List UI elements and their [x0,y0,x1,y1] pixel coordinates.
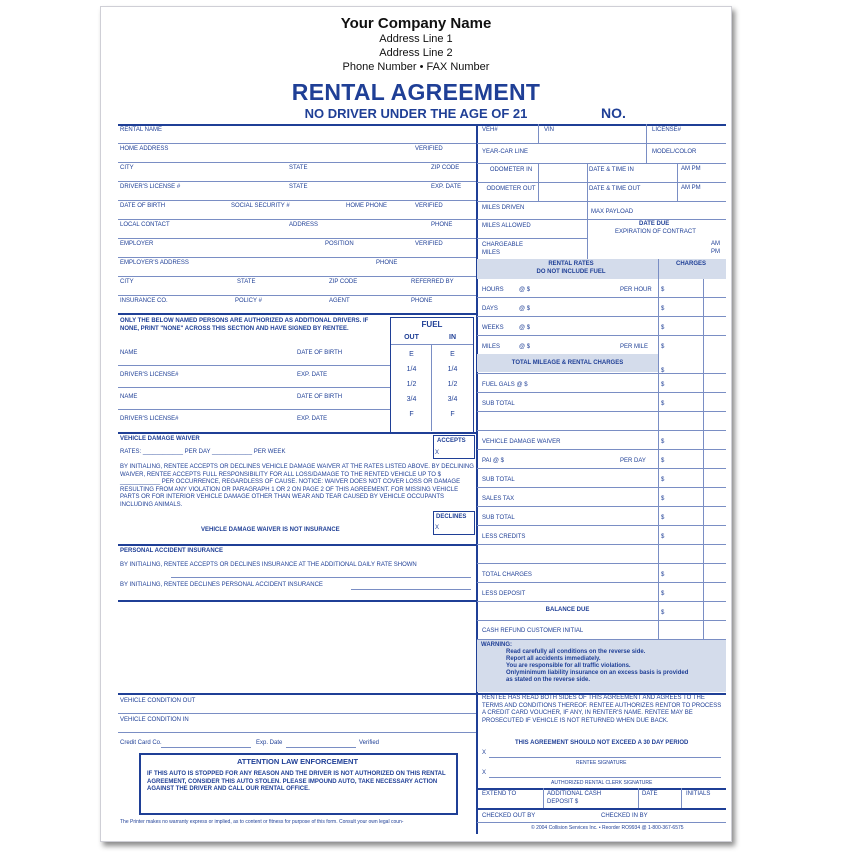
pai-title: PERSONAL ACCIDENT INSURANCE [120,548,224,554]
less-credits-dollar: $ [661,534,665,540]
am-pm-due: AM PM [711,241,720,255]
printer-disclaimer: The Printer makes no warranty express or implied, as to content or fitness for purpose of this form. Consult your own legal coun- [120,819,404,825]
rentee-signature-label: RENTEE SIGNATURE [576,760,627,766]
initials-label: INITIALS [686,791,711,797]
vdw-charge-label: VEHICLE DAMAGE WAIVER [482,439,561,445]
name-label: NAME [120,350,138,356]
row-line [477,544,726,545]
date-of-birth-label: DATE OF BIRTH [120,203,166,209]
row-line [118,732,476,733]
row-line [477,143,726,144]
agreement-number-label: NO. [601,105,626,121]
row-line [477,525,726,526]
state-label: STATE [289,165,308,171]
hours-at: @ $ [519,287,531,293]
extend-to-label: EXTEND TO [482,791,517,797]
accepts-label: ACCEPTS [437,438,466,444]
row-line [118,409,418,410]
model-color-label: MODEL/COLOR [652,149,697,155]
fuel-title: FUEL [421,320,443,329]
less-deposit-label: LESS DEPOSIT [482,591,526,597]
total-charges-dollar: $ [661,572,665,578]
position-label: POSITION [325,241,354,247]
cents-divider [703,279,704,639]
cell-divider [587,201,588,259]
row-line [477,219,587,220]
max-payload-label: MAX PAYLOAD [591,209,634,215]
phone-label: PHONE [431,222,453,228]
top-rule [118,124,726,126]
balance-due-label: BALANCE DUE [545,607,590,613]
am-pm-in: AM PM [681,166,701,172]
sub-total-label: SUB TOTAL [482,401,515,407]
row-line [477,601,726,602]
card-verified-label: Verified [359,740,380,746]
hours-label: HOURS [482,287,504,293]
vdw-title: VEHICLE DAMAGE WAIVER [120,436,200,442]
company-name: Your Company Name [340,15,492,32]
fuel-in-half: 1/2 [447,381,458,388]
fuel-gals-label: FUEL GALS @ $ [482,382,528,388]
social-security-label: SOCIAL SECURITY # [231,203,290,209]
fuel-rule [391,344,473,345]
row-line [477,163,726,164]
row-line [351,589,471,590]
declines-label: DECLINES [436,514,467,520]
card-exp-date-label: Exp. Date [256,740,283,746]
warning-line-1: Read carefully all conditions on the reverse side. [506,649,646,655]
per-day-label: PER DAY [620,458,646,464]
local-contact-label: LOCAL CONTACT [120,222,170,228]
name-label-2: NAME [120,394,138,400]
row-line [477,468,726,469]
state-label-2: STATE [289,184,308,190]
sub-total-dollar: $ [661,401,665,407]
verified-label-2: VERIFIED [415,203,443,209]
rental-agreement-form [100,6,732,842]
cell-divider [543,788,544,808]
fuel-in-f: F [450,411,455,418]
vdw-not-insurance: VEHICLE DAMAGE WAIVER IS NOT INSURANCE [201,527,340,533]
miles-allowed-label: MILES ALLOWED [482,223,531,229]
warning-line-5: as stated on the reverse side. [506,677,591,683]
fuel-out-three-quarter: 3/4 [406,396,417,403]
row-line [171,577,471,578]
additional-deposit-label: ADDITIONAL CASH DEPOSIT $ [547,791,602,805]
less-credits-label: LESS CREDITS [482,534,526,540]
days-at: @ $ [519,306,531,312]
cell-divider [638,788,639,808]
row-line [118,181,476,182]
declines-x: X [435,525,440,531]
miles-driven-label: MILES DRIVEN [482,205,525,211]
home-phone-label: HOME PHONE [346,203,388,209]
warning-line-3: You are responsible for all traffic violations. [506,663,631,669]
date-due-label: DATE DUE [639,221,670,227]
row-line [118,276,476,277]
row-line [118,387,418,388]
charges-title: CHARGES [676,261,707,267]
form-title: RENTAL AGREEMENT [291,79,541,105]
sub-total-dollar-2: $ [661,477,665,483]
year-car-line-label: YEAR-CAR LINE [482,149,529,155]
center-divider [476,124,478,834]
sub-total-label-3: SUB TOTAL [482,515,515,521]
cell-divider [681,788,682,808]
miles-dollar: $ [661,344,665,350]
city-label: CITY [120,165,134,171]
row-line [118,257,476,258]
accepts-x: X [435,450,440,456]
phone-fax: Phone Number • FAX Number [342,61,490,73]
row-line [477,822,726,823]
date-time-out-label: DATE & TIME OUT [589,186,641,192]
row-line [477,411,726,412]
total-mileage-label: TOTAL MILEAGE & RENTAL CHARGES [511,360,624,366]
vdw-dollar: $ [661,439,665,445]
rental-rates-title: RENTAL RATES [548,261,594,267]
rentee-terms: RENTEE HAS READ BOTH SIDES OF THIS AGREEMENT AND AGREES TO THE TERMS AND CONDITIONS THEREOF. RENTEE AUTHORIZES RENTOR TO PROCESS A CREDIT CARD VOUCHER, IF ANY, IN RENTER'S NAME. RENTEE MAY BE PROSECUTED IF VEHICLE IS NOT RETURNED WHEN DUE BACK. [482,695,722,724]
home-address-label: HOME ADDRESS [120,146,169,152]
fuel-in-label: IN [449,334,456,341]
drivers-license-label-2: DRIVER'S LICENSE# [120,372,179,378]
miles-label: MILES [482,344,501,350]
clerk-signature-label: AUTHORIZED RENTAL CLERK SIGNATURE [551,780,653,786]
per-hour-label: PER HOUR [620,287,652,293]
thirty-day-notice: THIS AGREEMENT SHOULD NOT EXCEED A 30 DAY PERIOD [515,740,689,746]
per-mile-label: PER MILE [620,344,649,350]
sub-total-dollar-3: $ [661,515,665,521]
row-line [477,620,726,621]
chargeable-miles-label: CHARGEABLE MILES [482,242,524,256]
license-label: LICENSE# [652,127,682,133]
vin-label: VIN [544,127,555,133]
sales-tax-label: SALES TAX [482,496,515,502]
row-line [477,487,726,488]
row-line [477,238,587,239]
fuel-out-f: F [409,411,414,418]
row-line [477,335,726,336]
clerk-sig-x: X [482,770,487,776]
credit-card-label: Credit Card Co. [120,740,162,746]
days-label: DAYS [482,306,498,312]
row-line [477,582,726,583]
checked-out-by-label: CHECKED OUT BY [482,813,536,819]
odometer-in-label: ODOMETER IN [489,167,533,173]
phone-label-2: PHONE [376,260,398,266]
city-label-2: CITY [120,279,134,285]
total-charges-label: TOTAL CHARGES [482,572,532,578]
fuel-in-quarter: 1/4 [447,366,458,373]
row-line [118,162,476,163]
rental-name-label: RENTAL NAME [120,127,163,133]
exp-date-label-2: EXP. DATE [297,372,328,378]
vdw-rates-line: RATES: ____________ PER DAY ____________ PER WEEK [120,449,286,455]
employers-address-label: EMPLOYER'S ADDRESS [120,260,189,266]
section-rule [118,313,476,315]
row-line [118,713,476,714]
fuel-in-e: E [450,351,455,358]
exp-date-label-3: EXP. DATE [297,416,328,422]
row-line [477,297,726,298]
row-line [477,373,726,374]
law-enforcement-title: ATTENTION LAW ENFORCEMENT [236,757,359,766]
signature-line [489,777,721,778]
verified-label: VERIFIED [415,146,443,152]
warning-line-4: Onlyminimum liability insurance on an excess basis is provided [506,670,689,676]
pai-declines-text: BY INITIALING, RENTEE DECLINES PERSONAL ACCIDENT INSURANCE [120,582,323,588]
rentee-sig-x: X [482,750,487,756]
additional-drivers-note: ONLY THE BELOW NAMED PERSONS ARE AUTHORIZED AS ADDITIONAL DRIVERS. IF NONE, PRINT "NONE" ACROSS THIS SECTION AND HAVE SIGNED BY RENTEE. [120,318,369,332]
weeks-at: @ $ [519,325,531,331]
am-pm-out: AM PM [681,185,701,191]
row-line [161,747,251,748]
row-line [118,238,476,239]
section-rule [477,808,726,810]
less-deposit-dollar: $ [661,591,665,597]
cell-divider [646,124,647,164]
fuel-in-three-quarter: 3/4 [447,396,458,403]
expiration-label: EXPIRATION OF CONTRACT [615,229,696,235]
cash-refund-label: CASH REFUND CUSTOMER INITIAL [482,628,584,634]
sub-total-label-2: SUB TOTAL [482,477,515,483]
fuel-out-half: 1/2 [406,381,417,388]
row-line [477,506,726,507]
row-line [118,365,418,366]
address-line-1: Address Line 1 [379,33,453,45]
weeks-label: WEEKS [482,325,504,331]
section-rule [118,432,476,434]
rental-rates-subtitle: DO NOT INCLUDE FUEL [536,269,606,275]
date-time-in-label: DATE & TIME IN [589,167,634,173]
section-rule [118,693,476,695]
dob-label-2: DATE OF BIRTH [297,394,343,400]
row-line [286,747,356,748]
fuel-out-quarter: 1/4 [406,366,417,373]
phone-label-3: PHONE [411,298,433,304]
law-enforcement-body: IF THIS AUTO IS STOPPED FOR ANY REASON AND THE DRIVER IS NOT AUTHORIZED ON THIS RENTAL AGREEMENT, CONSIDER THIS AUTO STOLEN. PLEASE IMPOUND AUTO, TAKE NECESSARY ACTION AGAINST THE DRIVER AND CALL OUR RENTAL OFFICE. [147,771,446,793]
section-rule [118,544,476,546]
section-rule [118,600,476,602]
zip-code-label: ZIP CODE [431,165,460,171]
warning-line-2: Report all accidents immediately. [506,656,601,662]
balance-due-dollar: $ [661,610,665,616]
weeks-dollar: $ [661,325,665,331]
dob-label: DATE OF BIRTH [297,350,343,356]
fuel-dollar: $ [661,382,665,388]
insurance-co-label: INSURANCE CO. [120,298,168,304]
drivers-license-label-3: DRIVER'S LICENSE# [120,416,179,422]
veh-label: VEH# [482,127,498,133]
employer-label: EMPLOYER [120,241,154,247]
row-line [477,316,726,317]
signature-line [489,757,721,758]
state-label-3: STATE [237,279,256,285]
miles-at: @ $ [519,344,531,350]
verified-label-3: VERIFIED [415,241,443,247]
total-mileage-dollar: $ [661,368,665,374]
days-dollar: $ [661,306,665,312]
hours-dollar: $ [661,287,665,293]
row-line [477,563,726,564]
row-line [118,200,476,201]
exp-date-label: EXP. DATE [431,184,462,190]
row-line [118,143,476,144]
cell-divider [538,124,539,144]
agent-label: AGENT [329,298,350,304]
row-line [477,182,726,183]
row-line [118,219,476,220]
row-line [477,392,726,393]
odometer-out-label: ODOMETER OUT [486,186,536,192]
sales-tax-dollar: $ [661,496,665,502]
form-subtitle: NO DRIVER UNDER THE AGE OF 21 [304,106,528,121]
vehicle-condition-out-label: VEHICLE CONDITION OUT [120,698,196,704]
zip-code-label-2: ZIP CODE [329,279,358,285]
date-label: DATE [642,791,658,797]
copyright-line: © 2004 Collision Services Inc. • Reorder RO9934 @ 1-800-367-6575 [531,825,684,831]
checked-in-by-label: CHECKED IN BY [601,813,648,819]
referred-by-label: REFERRED BY [411,279,454,285]
policy-label: POLICY # [235,298,262,304]
address-label: ADDRESS [289,222,319,228]
row-line [477,201,726,202]
drivers-license-label: DRIVER'S LICENSE # [120,184,181,190]
pai-accepts-text: BY INITIALING, RENTEE ACCEPTS OR DECLINES INSURANCE AT THE ADDITIONAL DAILY RATE SHOWN [120,562,417,568]
vdw-body: BY INITIALING, RENTEE ACCEPTS OR DECLINES VEHICLE DAMAGE WAIVER AT THE RATES LISTED ABOVE. BY DECLINING WAIVER, RENTEE ACCEPTS FULL RESPONSIBILITY FOR ALL LOSS/DAMAGE TO THE RENTED VEHICLE UP TO $ ____________ PER OCCURRENCE, REGARDLESS OF CAUSE. NOTICE: WAIVER DOES NOT COVER LOSS OR DAMAGE RESULTING FROM ANY VIOLATION OR PARAGRAPH 1 OR 2 ON PAGE 2 OF THIS AGREEMENT. FOR MISSING VEHICLE PARTS OR FOR INTERIOR VEHICLE DAMAGE OTHER THAN WEAR AND TEAR CAUSED BY VEHICLE OCCUPANTS INCLUDING ANIMALS. [120,464,474,508]
vehicle-condition-in-label: VEHICLE CONDITION IN [120,717,189,723]
address-line-2: Address Line 2 [379,47,453,59]
row-line [477,430,726,431]
pai-dollar: $ [661,458,665,464]
fuel-out-label: OUT [404,334,419,341]
pai-charge-label: PAI @ $ [482,458,504,464]
row-line [118,295,476,296]
warning-label: WARNING: [481,642,512,648]
fuel-out-e: E [409,351,414,358]
row-line [477,449,726,450]
